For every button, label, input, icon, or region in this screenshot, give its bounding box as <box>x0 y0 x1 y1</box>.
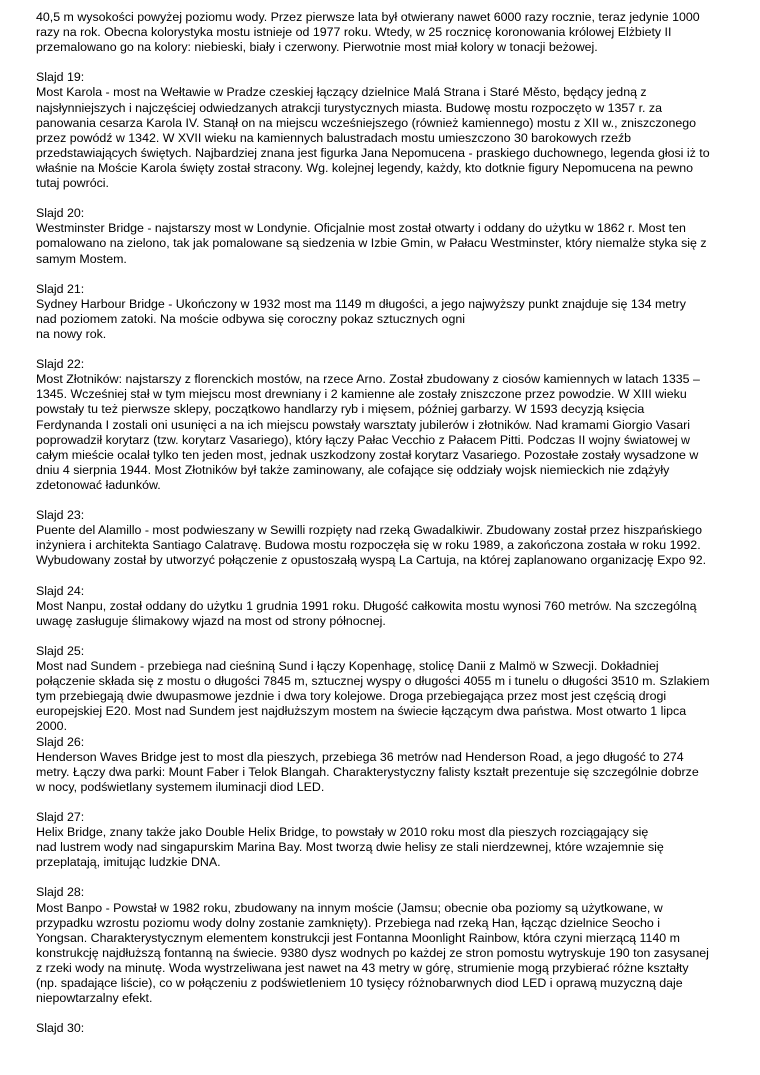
text-line: Most nad Sundem - przebiega nad cieśniną Sund i łączy Kopenhagę, stolicę Danii z Malmö w Szwecji. Dokładniej <box>36 659 659 674</box>
text-line: metry. Łączy dwa parki: Mount Faber i Telok Blangah. Charakterystyczny falisty kształt prezentuje się szczególnie dobrze <box>36 764 699 779</box>
text-line: konstrukcję najdłuższą fontanną na świecie. 9380 dysz wodnych po każdej ze stron pomostu wytryskuje 190 ton zasysanej <box>36 945 709 960</box>
text-line: Most Nanpu, został oddany do użytku 1 grudnia 1991 roku. Długość całkowita mostu wynosi 760 metrów. Na szczególną <box>36 598 697 613</box>
text-line: Sydney Harbour Bridge - Ukończony w 1932 most ma 1149 m długości, a jego najwyższy punkt znajduje się 134 metry <box>36 296 686 311</box>
slide-note-block <box>36 357 734 493</box>
slide-heading: Slajd 28: <box>36 885 85 900</box>
slide-heading: Slajd 19: <box>36 70 85 85</box>
slide-note-block <box>36 10 734 55</box>
text-line: tutaj powróci. <box>36 176 110 191</box>
text-line: najsłynniejszych i najczęściej odwiedzanych atrakcji turystycznych miasta. Budowę mostu rozpoczęto w 1357 r. za <box>36 100 663 115</box>
slide-note-block <box>36 70 734 191</box>
text-line: Puente del Alamillo - most podwieszany w Sewilli rozpięty nad rzeką Gwadalkiwir. Zbudowany został przez hiszpańskiego <box>36 523 702 538</box>
text-line: inżyniera i architekta Santiago Calatravę. Budowa mostu rozpoczęła się w roku 1989, a zakończona została w roku 1992. <box>36 538 701 553</box>
slide-note-block <box>36 644 734 735</box>
slide-heading: Slajd 23: <box>36 508 85 523</box>
slide-heading: Slajd 22: <box>36 357 85 372</box>
slide-note-block <box>36 885 734 1006</box>
slide-note-block <box>36 282 734 342</box>
text-line: razy na rok. Obecna kolorystyka mostu istnieje od 1977 roku. Wtedy, w 25 rocznicę koronowania królowej Elżbiety II <box>36 25 672 40</box>
slide-note-block <box>36 206 734 266</box>
text-line: nad lustrem wody nad singapurskim Marina Bay. Most tworzą dwie helisy ze stali nierdzewnej, które wzajemnie się <box>36 840 664 855</box>
text-line: uwagę zasługuje ślimakowy wjazd na most od strony północnej. <box>36 613 386 628</box>
text-line: poprowadził korytarz (tzw. korytarz Vasariego), który łączy Pałac Vecchio z Pałacem Pitti. Podczas II wojny światowej w <box>36 432 690 447</box>
text-line: pomalowano na zielono, tak jak pomalowane są siedzenia w Izbie Gmin, w Pałacu Westminster, który niemalże styka się z <box>36 236 707 251</box>
text-line: Henderson Waves Bridge jest to most dla pieszych, przebiega 36 metrów nad Henderson Road, a jego długość to 274 <box>36 749 684 764</box>
text-line: 2000. <box>36 719 68 734</box>
text-line: w nocy, podświetlany systemem iluminacji diod LED. <box>36 779 325 794</box>
slide-note-block <box>36 1021 734 1036</box>
text-line: europejskiej E20. Most nad Sundem jest najdłuższym mostem na świecie łączącym dwa państwa. Most otwarto 1 lipca <box>36 704 687 719</box>
text-line: całym mieście ocalał tylko ten jeden most, jednak uszkodzony został korytarz Vasariego. Pozostałe zostały wysadzone w <box>36 447 699 462</box>
text-line: nad poziomem zatoki. Na moście odbywa się coroczny pokaz sztucznych ogni <box>36 311 466 326</box>
document-page <box>36 10 734 1051</box>
slide-heading: Slajd 26: <box>36 734 85 749</box>
text-line: samym Mostem. <box>36 251 127 266</box>
text-line: Yongsan. Charakterystycznym elementem konstrukcji jest Fontanna Moonlight Rainbow, która czyni mierzącą 1140 m <box>36 930 680 945</box>
slide-heading: Slajd 21: <box>36 281 85 296</box>
text-line: połączenie składa się z mostu o długości 7845 m, sztucznej wyspy o długości 4055 m i tunelu o długości 3510 m. Szlakiem <box>36 674 710 689</box>
slide-heading: Slajd 27: <box>36 809 85 824</box>
slide-note-block <box>36 584 734 629</box>
text-line: panowania cesarza Karola IV. Stanął on na miejscu wcześniejszego (również kamiennego) mostu z XII w., zniszczonego <box>36 115 697 130</box>
text-line: Most Karola - most na Wełtawie w Pradze czeskiej łączący dzielnice Malá Strana i Staré Město, będący jedną z <box>36 85 647 100</box>
text-line: przez powódź w 1342. W XVII wieku na kamiennych balustradach mostu umieszczono 30 barokowych rzeźb <box>36 130 632 145</box>
text-line: Ferdynanda I zostali oni usunięci a na ich miejscu powstały warsztaty jubilerów i złotników. Nad kramami Giorgio Vasari <box>36 417 690 432</box>
text-line: z rzeki wody na minutę. Woda wystrzeliwana jest nawet na 43 metry w górę, strumienie mogą przybierać różne kształty <box>36 960 689 975</box>
text-line: na nowy rok. <box>36 326 107 341</box>
text-line: (np. spadające liście), co w połączeniu z podświetleniem 10 tysięcy różnobarwnych diod LED i oprawą muzyczną daje <box>36 976 683 990</box>
text-line: tym przebiegają dwie dwupasmowe jezdnie i dwa tory kolejowe. Droga przebiegająca przez most jest częścią drogi <box>36 689 667 704</box>
slide-heading: Slajd 20: <box>36 206 85 221</box>
text-line: powstały tu też pierwsze sklepy, początkowo handlarzy ryb i mięsem, później garbarzy. W 1593 decyzją księcia <box>36 402 645 417</box>
text-line: zdetonować ładunków. <box>36 477 161 492</box>
slide-note-block <box>36 810 734 870</box>
text-line: właśnie na Moście Karola święty został stracony. Wg. kolejnej legendy, każdy, kto dotknie figury Nepomucena na pewno <box>36 160 694 175</box>
text-line: Most Banpo - Powstał w 1982 roku, zbudowany na innym moście (Jamsu; obecnie oba poziomy są użytkowane, w <box>36 900 663 915</box>
text-line: Westminster Bridge - najstarszy most w Londynie. Oficjalnie most został otwarty i oddany do użytku w 1862 r. Most ten <box>36 221 686 236</box>
text-line: dniu 4 sierpnia 1944. Most Złotników był także zaminowany, ale cofające się oddziały wojsk niemieckich nie zdążyły <box>36 462 670 477</box>
slide-note-block <box>36 508 734 568</box>
text-line: Helix Bridge, znany także jako Double Helix Bridge, to powstały w 2010 roku most dla pieszych rozciągający się <box>36 825 649 840</box>
text-line: niepowtarzalny efekt. <box>36 991 153 1006</box>
text-line: przedstawiających świętych. Najbardziej znana jest figurka Jana Nepomucena - praskiego duchownego, legenda głosi iż to <box>36 145 710 160</box>
slide-heading: Slajd 25: <box>36 643 85 658</box>
text-line: 40,5 m wysokości powyżej poziomu wody. Przez pierwsze lata był otwierany nawet 6000 razy rocznie, teraz jedynie 1000 <box>36 10 700 24</box>
text-line: Most Złotników: najstarszy z florenckich mostów, na rzece Arno. Został zbudowany z ciosów kamiennych w latach 1335 – <box>36 372 700 387</box>
text-line: przeplatają, imitując ludzkie DNA. <box>36 855 221 870</box>
text-line: Wybudowany został by utworzyć połączenie z opustoszałą wyspą La Cartuja, na której zaplanowano organizację Expo 92. <box>36 553 707 568</box>
text-line: przemalowano go na kolory: niebieski, biały i czerwony. Pierwotnie most miał kolory w tonacji beżowej. <box>36 40 598 55</box>
text-line: 1345. Wcześniej stał w tym miejscu most drewniany i 2 kamienne ale zostały zniszczone przez powodzie. W XIII wieku <box>36 387 687 402</box>
slide-heading: Slajd 30: <box>36 1021 85 1036</box>
text-line: przypadku wzrostu poziomu wody dolny zostanie zamknięty). Przebiega nad rzeką Han, łącząc dzielnice Seocho i <box>36 915 660 930</box>
slide-note-block <box>36 735 734 795</box>
slide-heading: Slajd 24: <box>36 583 85 598</box>
